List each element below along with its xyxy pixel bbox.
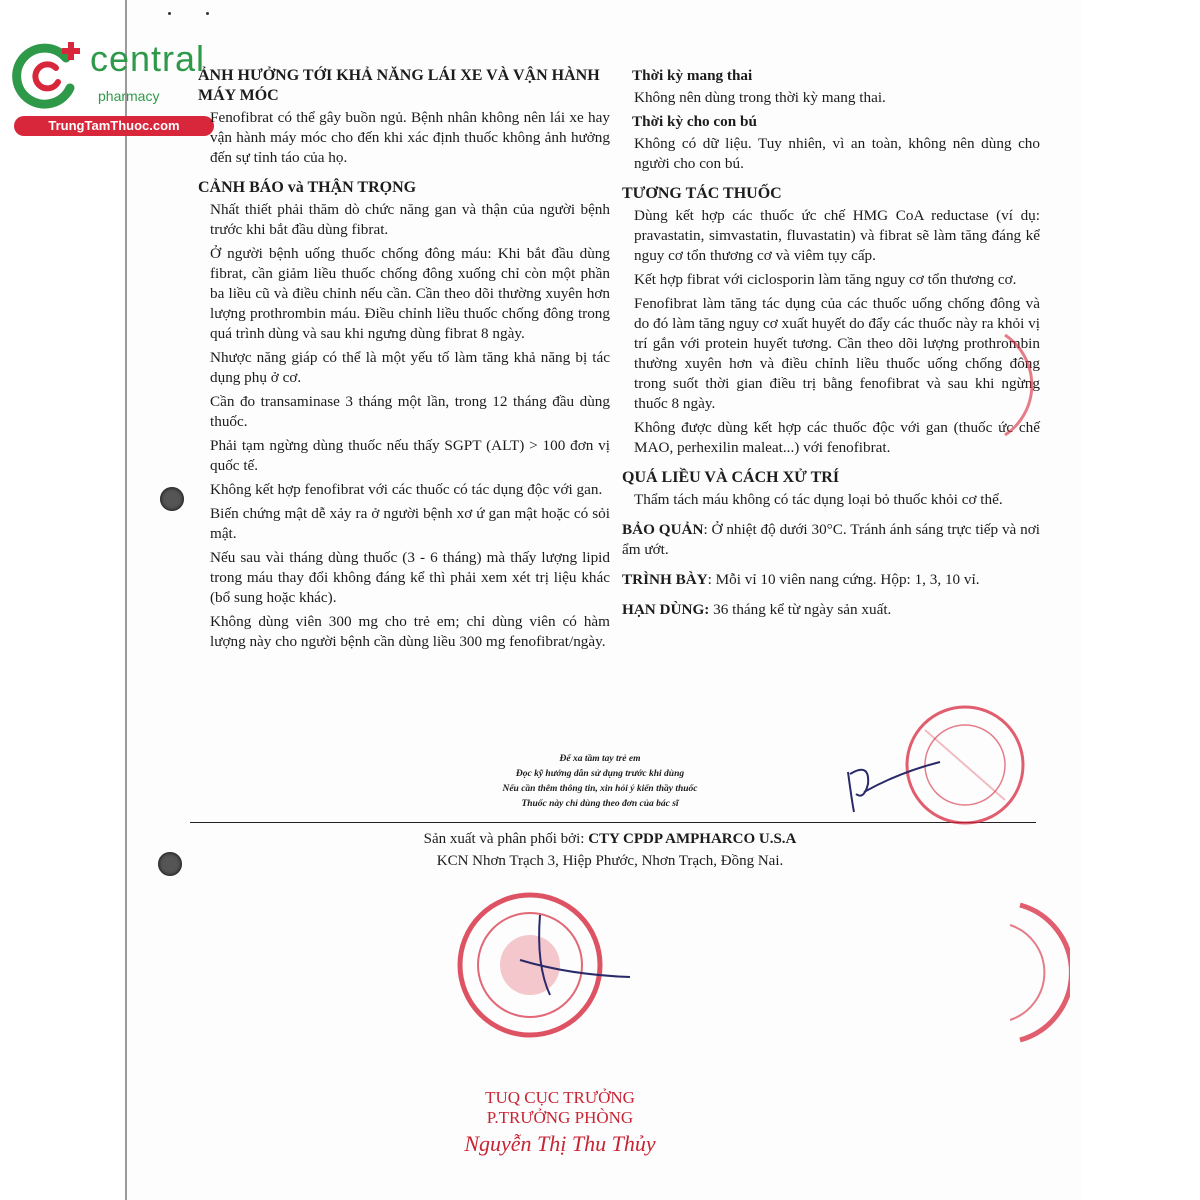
warning-paragraph: Biến chứng mật dễ xảy ra ở người bệnh xơ ứ gan mật hoặc có sỏi mật. bbox=[210, 505, 610, 542]
approval-title: TUQ CỤC TRƯỞNG bbox=[485, 1088, 635, 1107]
expiry-section bbox=[622, 600, 1040, 620]
stamp-arc bbox=[1000, 330, 1050, 440]
overdose-heading: QUÁ LIỀU VÀ CÁCH XỬ TRÍ bbox=[622, 469, 840, 486]
approval-block bbox=[400, 1088, 720, 1154]
central-pharmacy-logo[interactable] bbox=[8, 38, 218, 138]
interactions-heading: TƯƠNG TÁC THUỐC bbox=[622, 185, 782, 202]
manufacturer-address: KCN Nhơn Trạch 3, Hiệp Phước, Nhơn Trạch, Đồng Nai. bbox=[436, 853, 784, 869]
note-line: Nếu cần thêm thông tin, xin hỏi ý kiến thầy thuốc bbox=[502, 784, 698, 794]
warning-paragraph: Nhất thiết phải thăm dò chức năng gan và thận của người bệnh trước khi bắt đầu dùng fibrat. bbox=[210, 201, 610, 238]
interaction-paragraph: Không được dùng kết hợp các thuốc độc với gan (thuốc ức chế MAO, perhexilin maleat...) với fenofibrat. bbox=[634, 419, 1040, 456]
lactation-heading: Thời kỳ cho con bú bbox=[632, 113, 757, 130]
manufacturer-prefix: Sản xuất và phân phối bởi: bbox=[423, 831, 589, 847]
authority-stamp bbox=[440, 885, 640, 1045]
storage-label: BẢO QUẢN bbox=[622, 521, 704, 538]
presentation-section bbox=[622, 570, 1040, 590]
scan-speck bbox=[168, 12, 171, 15]
signer-name: Nguyễn Thị Thu Thủy bbox=[464, 1131, 656, 1156]
driving-text: Fenofibrat có thể gây buồn ngủ. Bệnh nhân không nên lái xe hay vận hành máy móc cho đến khi xác định thuốc không ảnh hưởng đến sự tỉnh táo của họ. bbox=[210, 109, 610, 166]
scan-speck bbox=[206, 12, 209, 15]
pharmacy-cross-icon bbox=[8, 38, 88, 114]
punch-hole bbox=[158, 852, 182, 876]
authority-stamp-partial bbox=[1000, 900, 1070, 1050]
manufacturer-info bbox=[380, 828, 840, 872]
expiry-label: HẠN DÙNG: bbox=[622, 601, 710, 618]
driving-heading: ẢNH HƯỞNG TỚI KHẢ NĂNG LÁI XE VÀ VẬN HÀNH MÁY MÓC bbox=[198, 67, 600, 104]
pregnancy-text: Không nên dùng trong thời kỳ mang thai. bbox=[634, 89, 886, 106]
warning-paragraph: Không kết hợp fenofibrat với các thuốc có tác dụng độc với gan. bbox=[210, 481, 603, 498]
storage-section bbox=[622, 520, 1040, 560]
warning-paragraph: Cần đo transaminase 3 tháng một lần, trong 12 tháng đầu dùng thuốc. bbox=[210, 393, 610, 430]
warning-paragraph: Nhược năng giáp có thể là một yếu tố làm tăng khả năng bị tác dụng phụ ở cơ. bbox=[210, 349, 610, 386]
presentation-label: TRÌNH BÀY bbox=[622, 571, 708, 588]
presentation-text: : Mỗi vỉ 10 viên nang cứng. Hộp: 1, 3, 10 vỉ. bbox=[707, 571, 980, 588]
overdose-text: Thẩm tách máu không có tác dụng loại bỏ thuốc khỏi cơ thể. bbox=[634, 491, 1003, 508]
pregnancy-heading: Thời kỳ mang thai bbox=[632, 67, 753, 84]
warning-paragraph: Không dùng viên 300 mg cho trẻ em; chỉ dùng viên có hàm lượng này cho người bệnh cần dùng liều 300 mg fenofibrat/ngày. bbox=[210, 613, 610, 650]
note-line: Thuốc này chỉ dùng theo đơn của bác sĩ bbox=[521, 799, 679, 809]
lactation-text: Không có dữ liệu. Tuy nhiên, vì an toàn, không nên dùng cho người cho con bú. bbox=[634, 135, 1040, 172]
warning-paragraph: Phải tạm ngừng dùng thuốc nếu thấy SGPT (ALT) > 100 đơn vị quốc tế. bbox=[210, 437, 610, 474]
left-column bbox=[198, 66, 610, 656]
manufacturer-name: CTY CPDP AMPHARCO U.S.A bbox=[588, 831, 797, 847]
signature-mark bbox=[840, 742, 950, 822]
punch-hole bbox=[160, 487, 184, 511]
expiry-text: 36 tháng kể từ ngày sản xuất. bbox=[709, 601, 892, 618]
storage-text: : Ở nhiệt độ dưới 30°C. Tránh ánh sáng trực tiếp và nơi ẩm ướt. bbox=[622, 521, 1040, 558]
approval-subtitle: P.TRƯỞNG PHÒNG bbox=[486, 1108, 634, 1127]
interaction-paragraph: Kết hợp fibrat với ciclosporin làm tăng nguy cơ tổn thương cơ. bbox=[634, 271, 1017, 288]
warning-paragraph: Nếu sau vài tháng dùng thuốc (3 - 6 tháng) mà thấy lượng lipid trong máu thay đổi không đáng kể thì phải xem xét trị liệu khác (bổ sung hoặc khác). bbox=[210, 549, 610, 606]
warnings-heading: CẢNH BÁO và THẬN TRỌNG bbox=[198, 179, 417, 196]
logo-website[interactable]: TrungTamThuoc.com bbox=[14, 116, 214, 136]
logo-name: central bbox=[90, 38, 206, 79]
usage-notes bbox=[420, 752, 780, 812]
interaction-paragraph: Fenofibrat làm tăng tác dụng của các thuốc uống chống đông và do đó làm tăng nguy cơ xuất huyết do đẩy các thuốc này ra khỏi vị trí gắn với protein huyết tương. Cần theo dõi lượng prothrombin thường xuyên hơn và điều chỉnh liều thuốc uống chống đông trong suốt thời gian điều trị bằng fenofibrat và sau khi ngừng thuốc 8 ngày. bbox=[634, 295, 1040, 412]
right-column bbox=[622, 66, 1040, 624]
logo-subtitle: pharmacy bbox=[98, 88, 160, 104]
interaction-paragraph: Dùng kết hợp các thuốc ức chế HMG CoA reductase (ví dụ: pravastatin, simvastatin, fluvastatin) và fibrat sẽ làm tăng đáng kể nguy cơ tổn thương cơ và viêm tụy cấp. bbox=[634, 207, 1040, 264]
note-line: Đọc kỹ hướng dẫn sử dụng trước khi dùng bbox=[515, 769, 685, 779]
warning-paragraph: Ở người bệnh uống thuốc chống đông máu: Khi bắt đầu dùng fibrat, cần giảm liều thuốc chống đông xuống chỉ còn một phần ba liều cũ và điều chỉnh nếu cần. Cần theo dõi thường xuyên hơn lượng prothrombin máu. Điều chỉnh liều thuốc chống đông trong quá trình dùng và sau khi ngưng dùng fibrat 8 ngày. bbox=[210, 245, 610, 342]
note-line: Để xa tầm tay trẻ em bbox=[559, 754, 641, 764]
